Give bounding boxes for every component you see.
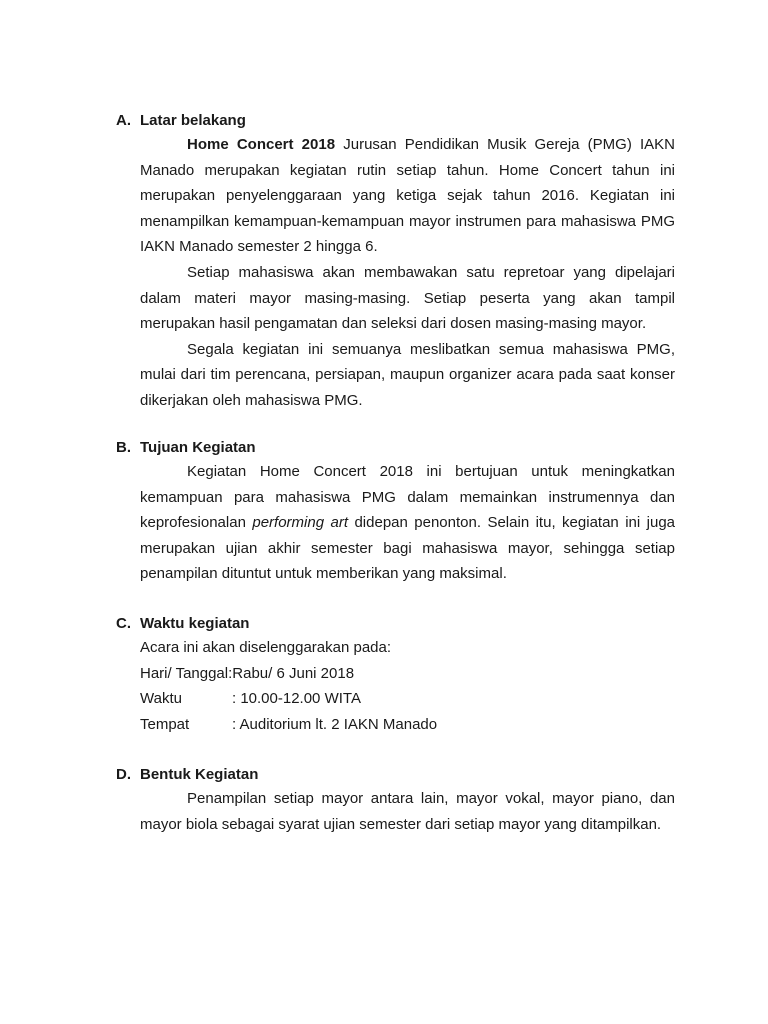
section-title: Latar belakang [140,112,246,129]
paragraph: Penampilan setiap mayor antara lain, mayor vokal, mayor piano, dan mayor biola sebagai syarat ujian semester dari setiap mayor yang ditampilkan. [140,790,675,833]
schedule-key: Waktu [140,690,182,708]
schedule-intro: Acara ini akan diselenggarakan pada: [140,639,392,656]
section-letter: A. [116,112,131,129]
paragraph: Segala kegiatan ini semuanya meslibatkan semua mahasiswa PMG, mulai dari tim perencana, persiapan, maupun organizer acara pada saat konser dikerjakan oleh mahasiswa PMG. [140,340,675,409]
section-heading [116,766,258,784]
schedule-row-date [140,661,675,687]
paragraph [140,459,675,587]
section-title: Bentuk Kegiatan [140,766,259,783]
section-letter: B. [116,439,131,456]
section-body [140,459,675,587]
schedule-key: Tempat [140,715,190,733]
section-body [140,132,675,414]
schedule [140,635,675,737]
paragraph: Setiap mahasiswa akan membawakan satu repretoar yang dipelajari dalam materi mayor masing-masing. Setiap peserta yang akan tampil merupakan hasil pengamatan dan seleksi dari dosen masing-masing mayor. [140,263,675,333]
paragraph-text: Jurusan Pendidikan Musik Gereja (PMG) IAKN Manado merupakan kegiatan rutin setiap tahun. Home Concert tahun ini merupakan penyelenggaraan yang ketiga sejak tahun 2016. Kegiatan ini menampilkan kemampuan-kemampuan mayor instrumen para mahasiswa PMG IAKN Manado semester 2 hingga 6. [140,136,676,256]
paragraph-text: didepan penonton. Selain itu, kegiatan ini juga merupakan ujian akhir semester bagi mahasiswa mayor, sehingga setiap penampilan dituntut untuk memberikan yang maksimal. [140,514,676,583]
section-heading [116,439,256,457]
schedule-value: : 10.00-12.00 WITA [232,690,361,708]
paragraph-text: Kegiatan Home Concert 2018 ini bertujuan untuk meningkatkan kemampuan para mahasiswa PMG dalam memainkan instrumennya dan keprofesionalan [140,463,675,532]
section-heading [116,112,246,130]
schedule-row-place [140,712,675,738]
schedule-value: Rabu/ 6 Juni 2018 [232,664,355,682]
schedule-row-time [140,686,675,712]
schedule-value: : Auditorium lt. 2 IAKN Manado [232,715,438,733]
section-letter: D. [116,766,131,783]
section-letter: C. [116,615,131,632]
italic-term: performing art [252,514,349,532]
paragraph [140,132,675,260]
section-body [140,786,675,837]
section-heading [116,615,249,633]
schedule-key: Hari/ Tanggal: [140,664,233,682]
event-name: Home Concert 2018 [187,136,336,153]
section-title: Tujuan Kegiatan [140,439,256,456]
section-title: Waktu kegiatan [140,615,250,632]
